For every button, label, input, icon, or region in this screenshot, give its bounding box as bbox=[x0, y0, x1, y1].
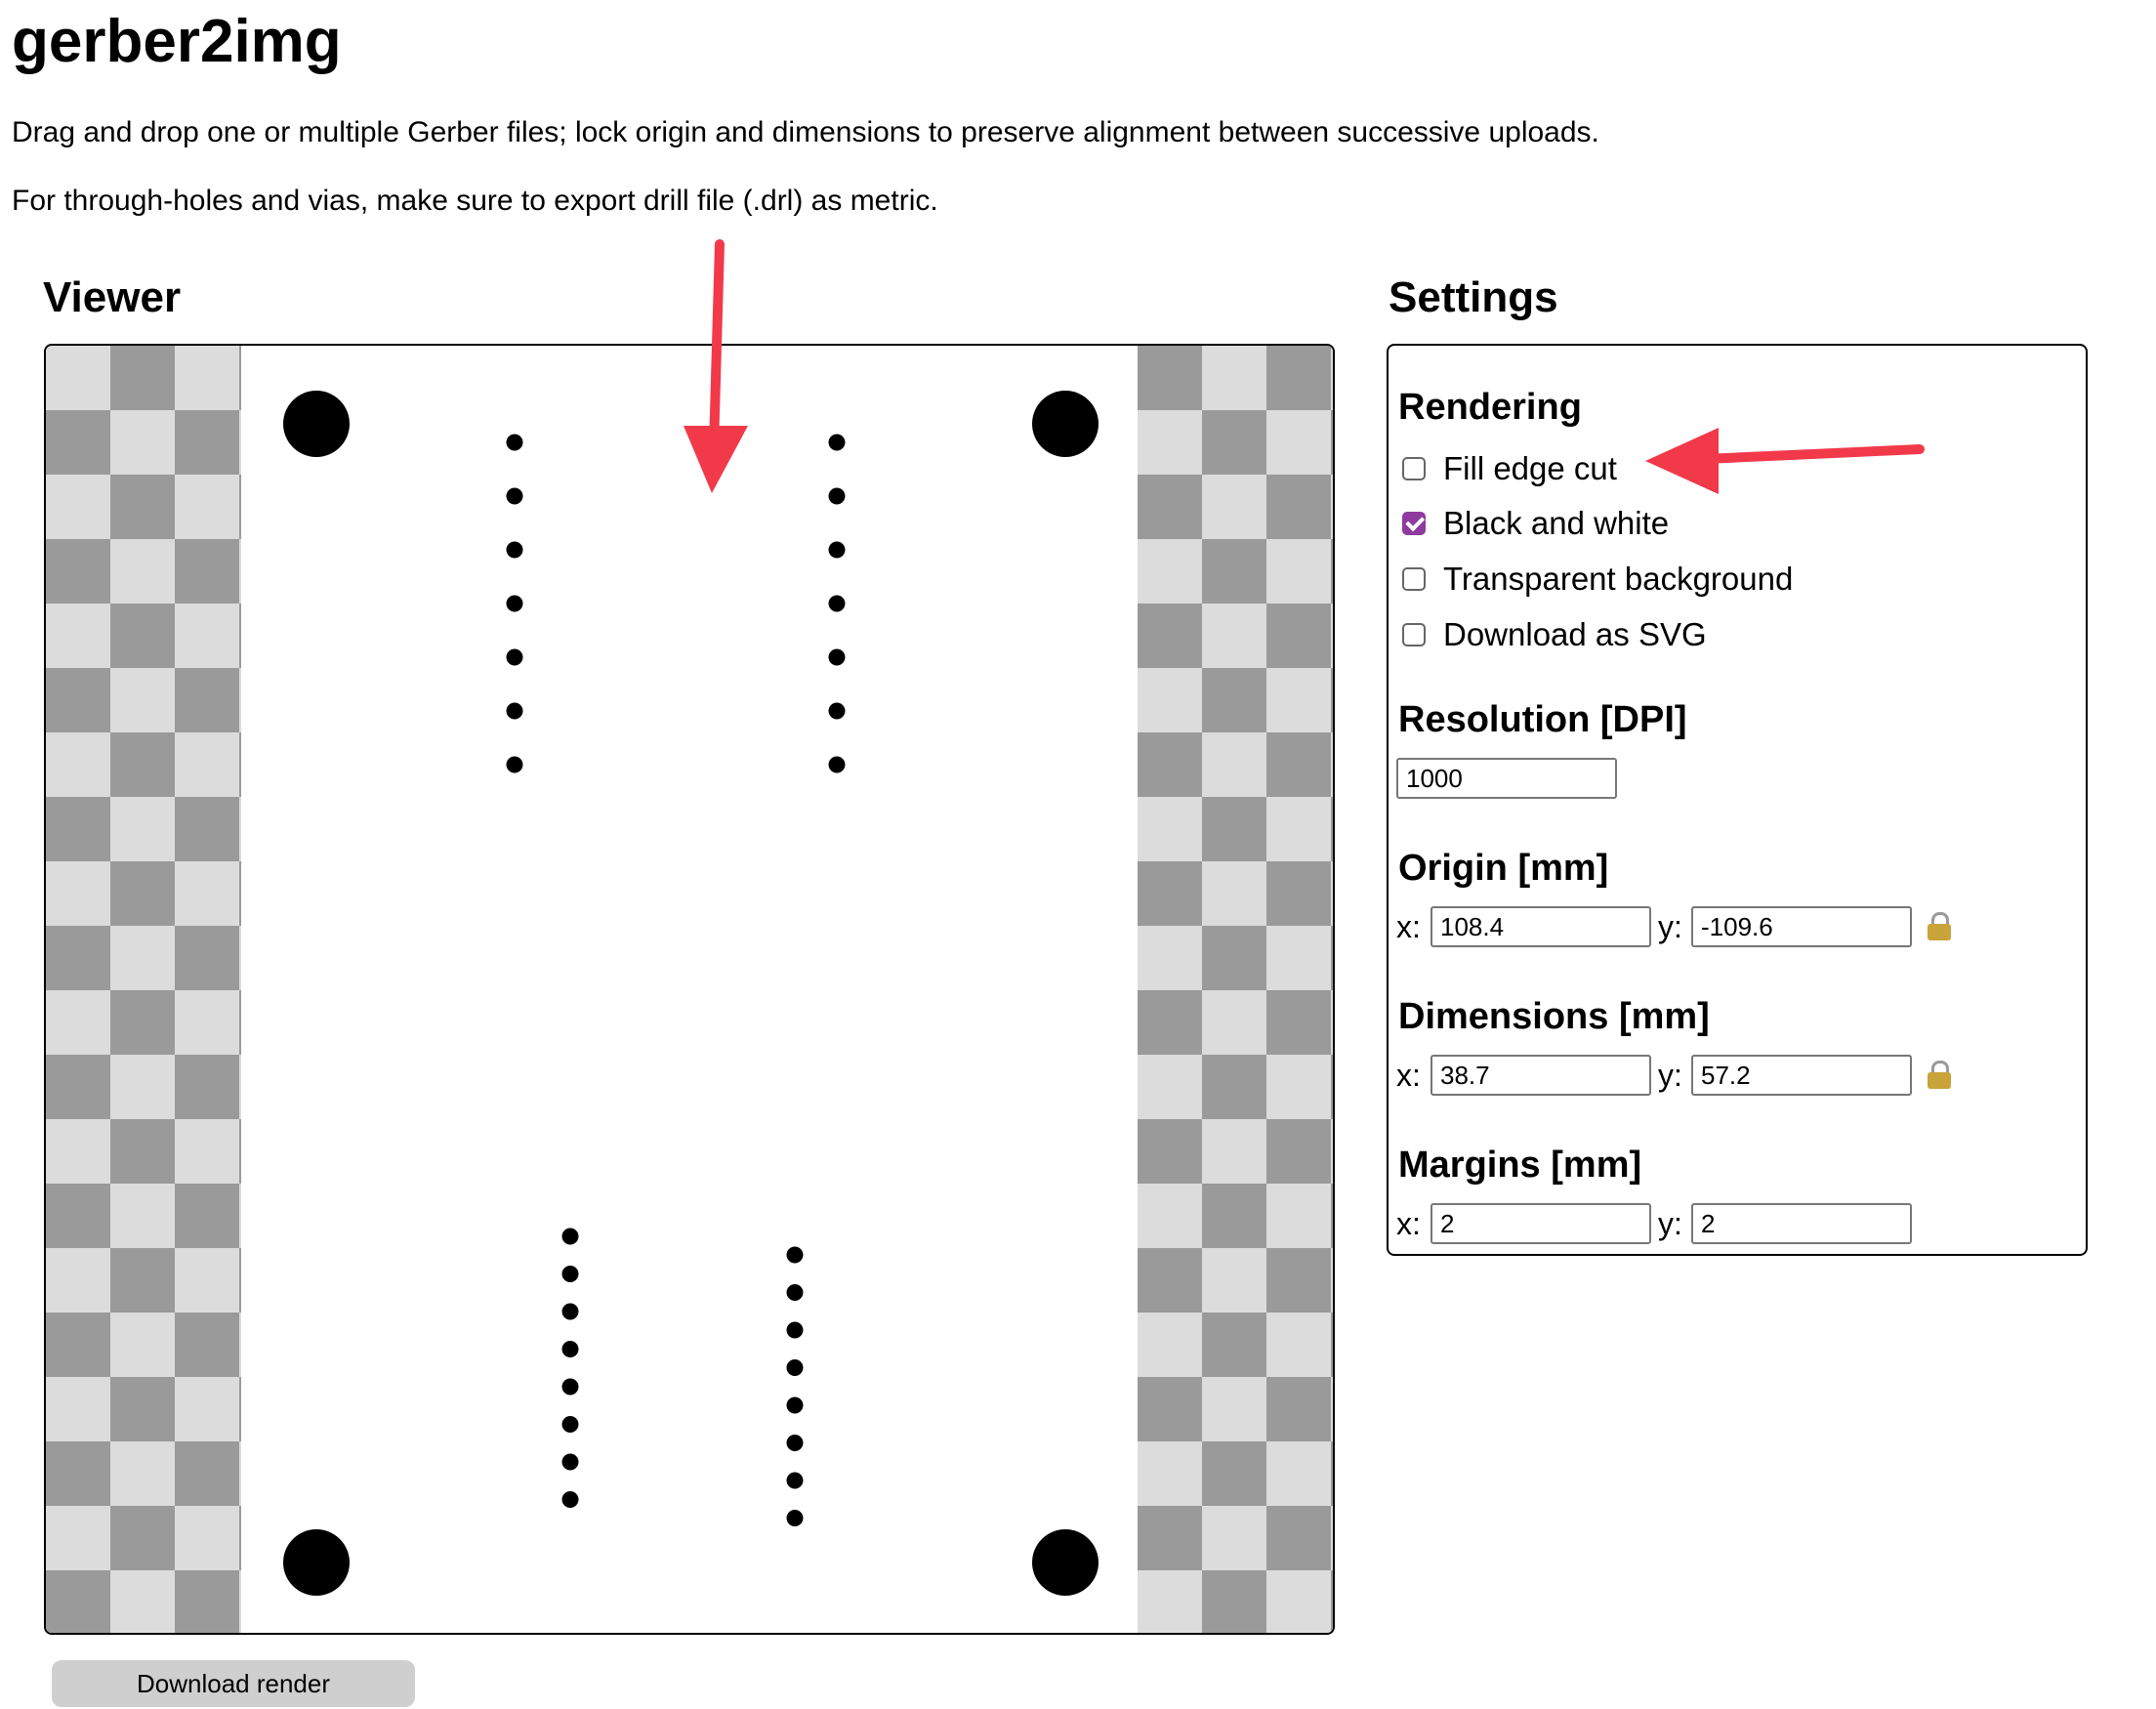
viewer-canvas[interactable] bbox=[44, 344, 1335, 1635]
margins-x-input[interactable]: 2 bbox=[1430, 1203, 1651, 1244]
drill-hole bbox=[829, 596, 846, 612]
black-and-white-checkbox[interactable] bbox=[1402, 512, 1426, 535]
transparent-background-label: Transparent background bbox=[1443, 561, 1794, 597]
drill-hole bbox=[787, 1397, 804, 1414]
page-title: gerber2img bbox=[12, 8, 342, 75]
pcb-render bbox=[46, 346, 1335, 1635]
settings-heading: Settings bbox=[1389, 273, 1558, 321]
transparent-background-option[interactable] bbox=[1402, 560, 1793, 599]
fill-edge-cut-option[interactable] bbox=[1402, 449, 1617, 488]
drill-hole bbox=[787, 1284, 804, 1301]
description-text: Drag and drop one or multiple Gerber files; lock origin and dimensions to preserve alignment between successive uploads. bbox=[12, 116, 1599, 148]
fill-edge-cut-label: Fill edge cut bbox=[1443, 450, 1617, 486]
drill-hole bbox=[562, 1416, 579, 1433]
drill-hole bbox=[787, 1247, 804, 1264]
drill-hole bbox=[787, 1322, 804, 1339]
drill-hole bbox=[562, 1491, 579, 1508]
margins-y-input[interactable]: 2 bbox=[1691, 1203, 1912, 1244]
download-as-svg-checkbox[interactable] bbox=[1402, 623, 1426, 646]
origin-heading: Origin [mm] bbox=[1398, 848, 1609, 889]
drill-hole bbox=[507, 757, 523, 773]
drill-hole bbox=[787, 1435, 804, 1451]
drill-hole bbox=[507, 435, 523, 451]
drill-hole bbox=[562, 1304, 579, 1320]
download-render-button[interactable]: Download render bbox=[52, 1660, 415, 1707]
resolution-input[interactable]: 1000 bbox=[1396, 758, 1617, 799]
drill-hole bbox=[507, 703, 523, 720]
drill-hole bbox=[829, 488, 846, 505]
drill-hole bbox=[562, 1454, 579, 1471]
download-as-svg-label: Download as SVG bbox=[1443, 616, 1707, 652]
mounting-hole bbox=[283, 391, 350, 457]
dimensions-y-label: y: bbox=[1658, 1058, 1682, 1093]
black-and-white-option[interactable] bbox=[1402, 504, 1669, 543]
resolution-heading: Resolution [DPI] bbox=[1398, 699, 1687, 740]
dimensions-y-input[interactable]: 57.2 bbox=[1691, 1055, 1912, 1096]
origin-y-label: y: bbox=[1658, 909, 1682, 944]
dimensions-heading: Dimensions [mm] bbox=[1398, 996, 1710, 1037]
drill-hole bbox=[507, 488, 523, 505]
origin-lock-icon[interactable] bbox=[1928, 912, 1951, 941]
drill-hole bbox=[562, 1379, 579, 1396]
dimensions-x-input[interactable]: 38.7 bbox=[1430, 1055, 1651, 1096]
origin-y-input[interactable]: -109.6 bbox=[1691, 906, 1912, 947]
drill-hole bbox=[829, 542, 846, 559]
drill-hole bbox=[787, 1473, 804, 1489]
dimensions-lock-icon[interactable] bbox=[1928, 1061, 1951, 1090]
drill-note-text: For through-holes and vias, make sure to export drill file (.drl) as metric. bbox=[12, 185, 938, 217]
drill-hole bbox=[829, 757, 846, 773]
transparent-background-checkbox[interactable] bbox=[1402, 567, 1426, 591]
settings-panel bbox=[1387, 344, 2088, 1256]
margins-y-label: y: bbox=[1658, 1206, 1682, 1241]
mounting-hole bbox=[1032, 391, 1099, 457]
drill-hole bbox=[829, 649, 846, 666]
margins-heading: Margins [mm] bbox=[1398, 1145, 1642, 1186]
dimensions-x-label: x: bbox=[1396, 1058, 1421, 1093]
rendering-heading: Rendering bbox=[1398, 387, 1582, 428]
drill-hole bbox=[829, 435, 846, 451]
mounting-hole bbox=[1032, 1529, 1099, 1596]
viewer-heading: Viewer bbox=[43, 273, 182, 321]
drill-hole bbox=[507, 542, 523, 559]
drill-hole bbox=[562, 1229, 579, 1245]
origin-x-input[interactable]: 108.4 bbox=[1430, 906, 1651, 947]
black-and-white-label: Black and white bbox=[1443, 505, 1670, 541]
drill-hole bbox=[787, 1359, 804, 1376]
drill-hole bbox=[787, 1510, 804, 1526]
mounting-hole bbox=[283, 1529, 350, 1596]
fill-edge-cut-checkbox[interactable] bbox=[1402, 457, 1426, 480]
origin-x-label: x: bbox=[1396, 909, 1421, 944]
drill-hole bbox=[829, 703, 846, 720]
margins-x-label: x: bbox=[1396, 1206, 1421, 1241]
drill-hole bbox=[562, 1266, 579, 1282]
drill-hole bbox=[562, 1341, 579, 1357]
drill-hole bbox=[507, 649, 523, 666]
drill-hole bbox=[507, 596, 523, 612]
download-as-svg-option[interactable] bbox=[1402, 615, 1707, 654]
